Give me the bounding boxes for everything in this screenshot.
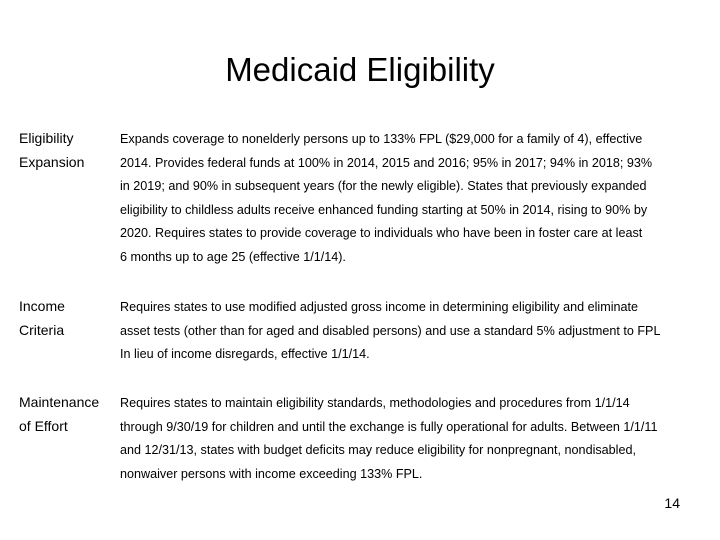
description-line: through 9/30/19 for children and until the exchange is fully operational for adults. Between 1/1/11	[120, 419, 658, 434]
description-line: asset tests (other than for aged and disabled persons) and use a standard 5% adjustment to FPL	[120, 323, 661, 338]
description-line: nonwaiver persons with income exceeding 133% FPL.	[120, 466, 423, 481]
section-description	[120, 128, 690, 269]
description-line: Expands coverage to nonelderly persons up to 133% FPL ($29,000 for a family of 4), effective	[120, 132, 643, 146]
section-label-line: Eligibility	[19, 130, 74, 146]
section-label-line: Criteria	[19, 321, 65, 338]
description-line: In lieu of income disregards, effective 1/1/14.	[120, 347, 370, 361]
description-line: 2020. Requires states to provide coverage to individuals who have been in foster care at least	[120, 226, 643, 240]
description-line: and 12/31/13, states with budget deficits may reduce eligibility for nonpregnant, nondisabled,	[120, 443, 636, 457]
description-line: Requires states to use modified adjusted gross income in determining eligibility and eliminate	[120, 300, 639, 314]
section-label-line: of Effort	[19, 417, 68, 434]
section-label	[19, 127, 119, 174]
section-label-line: Income	[19, 298, 65, 314]
section-label	[19, 391, 119, 438]
section-label-line: Expansion	[19, 153, 85, 170]
page-number: 14	[664, 495, 680, 511]
description-line: eligibility to childless adults receive enhanced funding starting at 50% in 2014, rising to 90% by	[120, 202, 648, 217]
section-description	[120, 392, 690, 486]
section-label-line: Maintenance	[19, 394, 100, 410]
description-line: in 2019; and 90% in subsequent years (for the newly eligible). States that previously expanded	[120, 179, 647, 193]
description-line: 2014. Provides federal funds at 100% in 2014, 2015 and 2016; 95% in 2017; 94% in 2018; 93%	[120, 155, 653, 170]
description-line: 6 months up to age 25 (effective 1/1/14).	[120, 249, 346, 264]
section-description	[120, 296, 690, 367]
description-line: Requires states to maintain eligibility standards, methodologies and procedures from 1/1/14	[120, 396, 630, 410]
section-label	[19, 295, 119, 342]
slide-title: Medicaid Eligibility	[225, 51, 495, 88]
